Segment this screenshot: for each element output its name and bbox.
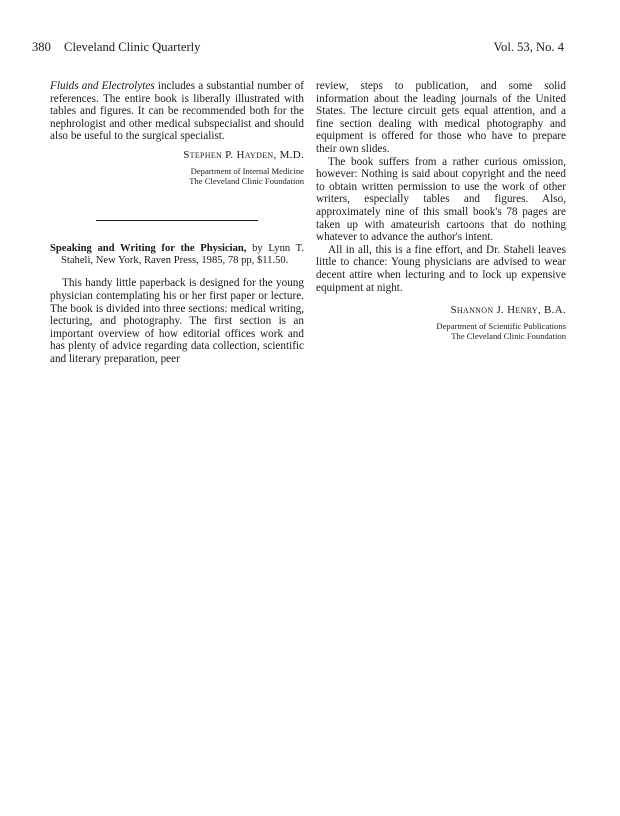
reviewer-2-affiliation <box>316 321 566 342</box>
right-column <box>316 80 566 342</box>
intro-text: includes a substantial number of references. The entire book is liberally illustrated with tables and figures. It can be recommended both for the nephrologist and other medical subspecialist and should also be useful to the surgical specialist. <box>50 80 304 143</box>
spacer <box>50 267 304 277</box>
volume-issue: Vol. 53, No. 4 <box>493 40 564 54</box>
reviewer-1-name: Stephen P. Hayden, M.D. <box>183 148 304 161</box>
left-column <box>50 80 304 366</box>
reviewer-2-department: Department of Scientific Publications <box>436 320 566 331</box>
reviewer-2-institution: The Cleveland Clinic Foundation <box>451 331 566 342</box>
journal-title: Cleveland Clinic Quarterly <box>64 40 201 54</box>
intro-paragraph <box>50 80 304 143</box>
reviewer-1-department: Department of Internal Medicine <box>190 165 304 176</box>
reviewer-1-affiliation <box>50 166 304 187</box>
reviewer-1-institution: The Cleveland Clinic Foundation <box>189 175 304 186</box>
review-paragraph-3: All in all, this is a fine effort, and Dr. Staheli leaves little to chance: Young physicians are advised to wear decent attire when lecturing and to lock up expensive equipment at night. <box>316 243 566 294</box>
review-paragraph-2: The book suffers from a rather curious omission, however: Nothing is said about copyright and the need to obtain written permission to use the work of other writers, especially tables and figures. Also, approximately nine of this small book's 78 pages are taken up with amateurish cartoons that do nothing whatever to advance the author's intent. <box>316 155 566 244</box>
citation-details: by Lynn T. Staheli, New York, Raven Press, 1985, 78 pp, $11.50. <box>61 243 304 267</box>
review-paragraph-1: This handy little paperback is designed for the young physician contemplating his or her first paper or lecture. The book is divided into three sections: medical writing, lecturing, and photography. The first section is an important overview of how editorial offices work and has plenty of advice regarding data collection, scientific and literary preparation, peer <box>50 277 304 365</box>
header-left <box>32 40 200 55</box>
book-citation <box>50 243 304 267</box>
running-header <box>32 40 564 55</box>
page-number: 380 <box>32 40 51 54</box>
review-paragraph-1-continued: review, steps to publication, and some solid information about the leading journals of the United States. The lecture circuit gets equal attention, and a fine section dealing with medical photography and equipment is offered for those who have to prepare their own slides. <box>316 80 566 155</box>
reviewer-2-name: Shannon J. Henry, B.A. <box>450 304 566 317</box>
citation-title: Speaking and Writing for the Physician, <box>50 243 247 255</box>
book-title-italic: Fluids and Electrolytes <box>50 80 155 92</box>
section-divider <box>96 220 258 221</box>
